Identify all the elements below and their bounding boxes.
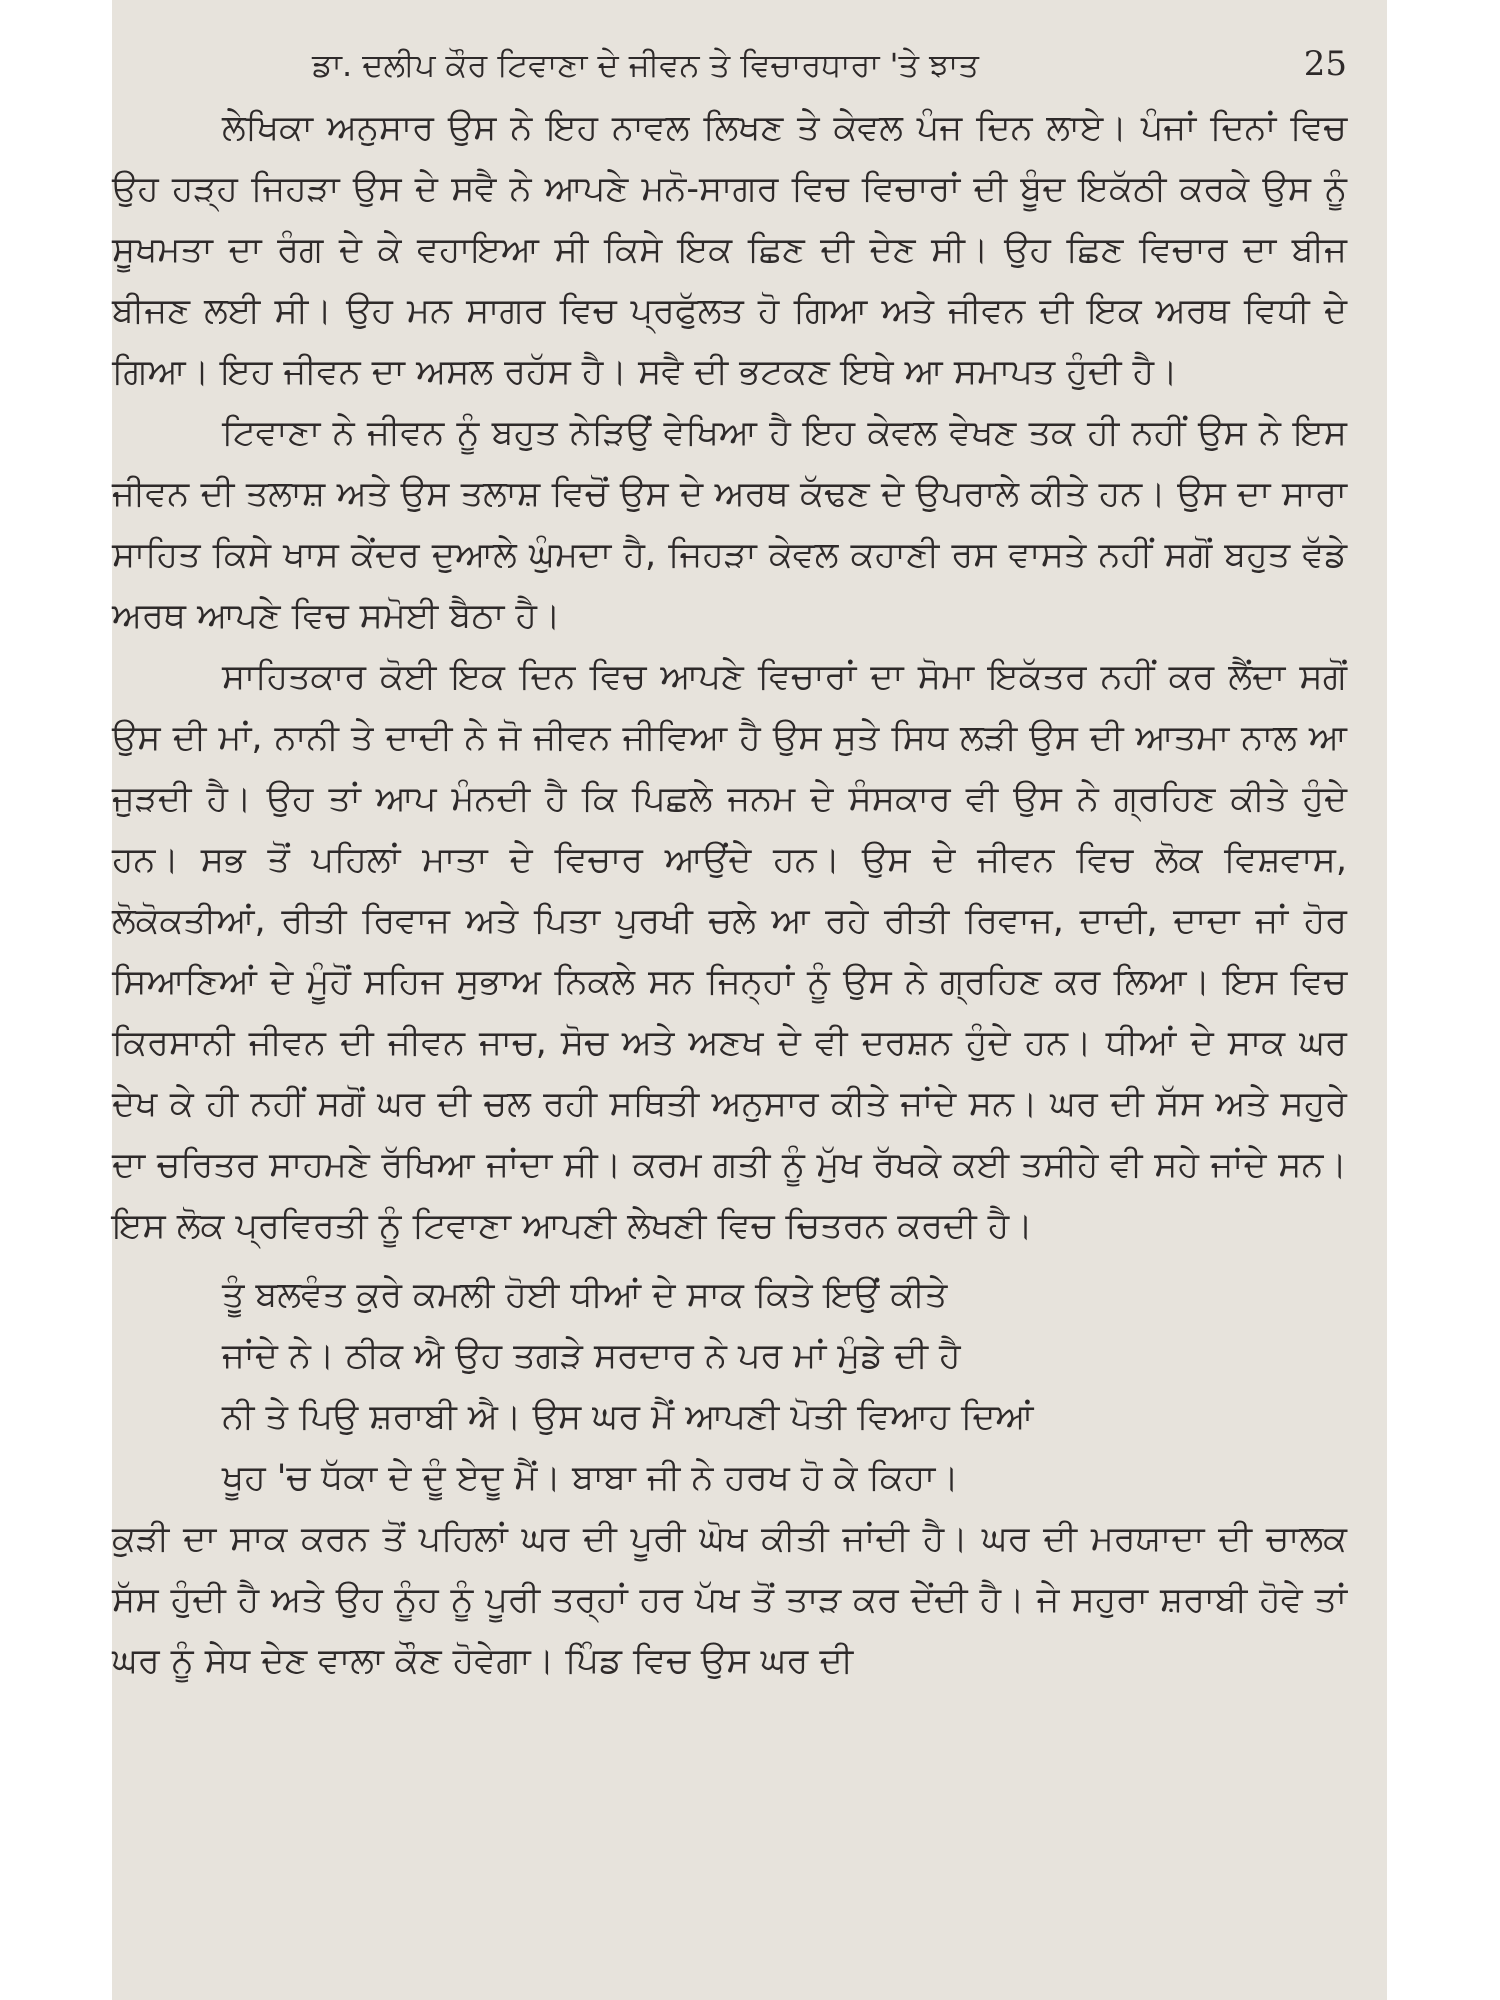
paragraph: ਸਾਹਿਤਕਾਰ ਕੋਈ ਇਕ ਦਿਨ ਵਿਚ ਆਪਣੇ ਵਿਚਾਰਾਂ ਦਾ ਸੋਮਾ ਇਕੱਤਰ ਨਹੀਂ ਕਰ ਲੈਂਦਾ ਸਗੋਂ ਉਸ ਦੀ ਮਾਂ, ਨਾਨੀ ਤੇ ਦਾਦੀ ਨੇ ਜੋ ਜੀਵਨ ਜੀਵਿਆ ਹੈ ਉਸ ਸੁਤੇ ਸਿਧ ਲੜੀ ਉਸ ਦੀ ਆਤਮਾ ਨਾਲ ਆ ਜੁੜਦੀ ਹੈ। ਉਹ ਤਾਂ ਆਪ ਮੰਨਦੀ ਹੈ ਕਿ ਪਿਛਲੇ ਜਨਮ ਦੇ ਸੰਸਕਾਰ ਵੀ ਉਸ ਨੇ ਗ੍ਰਹਿਣ ਕੀਤੇ ਹੁੰਦੇ ਹਨ। ਸਭ ਤੋਂ ਪਹਿਲਾਂ ਮਾਤਾ ਦੇ ਵਿਚਾਰ ਆਉਂਦੇ ਹਨ। ਉਸ ਦੇ ਜੀਵਨ ਵਿਚ ਲੋਕ ਵਿਸ਼ਵਾਸ, ਲੋਕੋਕਤੀਆਂ, ਰੀਤੀ ਰਿਵਾਜ ਅਤੇ ਪਿਤਾ ਪੁਰਖੀ ਚਲੇ ਆ ਰਹੇ ਰੀਤੀ ਰਿਵਾਜ, ਦਾਦੀ, ਦਾਦਾ ਜਾਂ ਹੋਰ ਸਿਆਣਿਆਂ ਦੇ ਮੂੰਹੋਂ ਸਹਿਜ ਸੁਭਾਅ ਨਿਕਲੇ ਸਨ ਜਿਨ੍ਹਾਂ ਨੂੰ ਉਸ ਨੇ ਗ੍ਰਹਿਣ ਕਰ ਲਿਆ। ਇਸ ਵਿਚ ਕਿਰਸਾਨੀ ਜੀਵਨ ਦੀ ਜੀਵਨ ਜਾਚ, ਸੋਚ ਅਤੇ ਅਣਖ ਦੇ ਵੀ ਦਰਸ਼ਨ ਹੁੰਦੇ ਹਨ। ਧੀਆਂ ਦੇ ਸਾਕ ਘਰ ਦੇਖ ਕੇ ਹੀ ਨਹੀਂ ਸਗੋਂ ਘਰ ਦੀ ਚਲ ਰਹੀ ਸਥਿਤੀ ਅਨੁਸਾਰ ਕੀਤੇ ਜਾਂਦੇ ਸਨ। ਘਰ ਦੀ ਸੱਸ ਅਤੇ ਸਹੁਰੇ ਦਾ ਚਰਿਤਰ ਸਾਹਮਣੇ ਰੱਖਿਆ ਜਾਂਦਾ ਸੀ। ਕਰਮ ਗਤੀ ਨੂੰ ਮੁੱਖ ਰੱਖਕੇ ਕਈ ਤਸੀਹੇ ਵੀ ਸਹੇ ਜਾਂਦੇ ਸਨ। ਇਸ ਲੋਕ ਪ੍ਰਵਿਰਤੀ ਨੂੰ ਟਿਵਾਣਾ ਆਪਣੀ ਲੇਖਣੀ ਵਿਚ ਚਿਤਰਨ ਕਰਦੀ ਹੈ। <box>112 657 1347 1246</box>
running-header <box>112 38 1347 98</box>
paragraph: ਟਿਵਾਣਾ ਨੇ ਜੀਵਨ ਨੂੰ ਬਹੁਤ ਨੇੜਿਉਂ ਵੇਖਿਆ ਹੈ ਇਹ ਕੇਵਲ ਵੇਖਣ ਤਕ ਹੀ ਨਹੀਂ ਉਸ ਨੇ ਇਸ ਜੀਵਨ ਦੀ ਤਲਾਸ਼ ਅਤੇ ਉਸ ਤਲਾਸ਼ ਵਿਚੋਂ ਉਸ ਦੇ ਅਰਥ ਕੱਢਣ ਦੇ ਉਪਰਾਲੇ ਕੀਤੇ ਹਨ। ਉਸ ਦਾ ਸਾਰਾ ਸਾਹਿਤ ਕਿਸੇ ਖਾਸ ਕੇਂਦਰ ਦੁਆਲੇ ਘੁੰਮਦਾ ਹੈ, ਜਿਹੜਾ ਕੇਵਲ ਕਹਾਣੀ ਰਸ ਵਾਸਤੇ ਨਹੀਂ ਸਗੋਂ ਬਹੁਤ ਵੱਡੇ ਅਰਥ ਆਪਣੇ ਵਿਚ ਸਮੋਈ ਬੈਠਾ ਹੈ। <box>112 413 1347 636</box>
quote-line: ਤੂੰ ਬਲਵੰਤ ਕੁਰੇ ਕਮਲੀ ਹੋਈ ਧੀਆਂ ਦੇ ਸਾਕ ਕਿਤੇ ਇਉਂ ਕੀਤੇ <box>222 1275 948 1315</box>
running-header-title: ਡਾ. ਦਲੀਪ ਕੌਰ ਟਿਵਾਣਾ ਦੇ ਜੀਵਨ ਤੇ ਵਿਚਾਰਧਾਰਾ 'ਤੇ ਝਾਤ <box>312 46 979 84</box>
body-text <box>112 98 1347 1692</box>
book-page <box>112 0 1387 2000</box>
quote-line: ਖੂਹ 'ਚ ਧੱਕਾ ਦੇ ਦੂੰ ਏਦੂ ਮੈਂ। ਬਾਬਾ ਜੀ ਨੇ ਹਰਖ ਹੋ ਕੇ ਕਿਹਾ। <box>222 1458 959 1498</box>
block-quote <box>222 1265 1347 1509</box>
quote-line: ਨੀ ਤੇ ਪਿਉ ਸ਼ਰਾਬੀ ਐ। ਉਸ ਘਰ ਮੈਂ ਆਪਣੀ ਪੋਤੀ ਵਿਆਹ ਦਿਆਂ <box>222 1397 1034 1437</box>
paragraph: ਲੇਖਿਕਾ ਅਨੁਸਾਰ ਉਸ ਨੇ ਇਹ ਨਾਵਲ ਲਿਖਣ ਤੇ ਕੇਵਲ ਪੰਜ ਦਿਨ ਲਾਏ। ਪੰਜਾਂ ਦਿਨਾਂ ਵਿਚ ਉਹ ਹੜ੍ਹ ਜਿਹੜਾ ਉਸ ਦੇ ਸਵੈ ਨੇ ਆਪਣੇ ਮਨੋ-ਸਾਗਰ ਵਿਚ ਵਿਚਾਰਾਂ ਦੀ ਬੂੰਦ ਇਕੱਠੀ ਕਰਕੇ ਉਸ ਨੂੰ ਸੂਖਮਤਾ ਦਾ ਰੰਗ ਦੇ ਕੇ ਵਹਾਇਆ ਸੀ ਕਿਸੇ ਇਕ ਛਿਣ ਦੀ ਦੇਣ ਸੀ। ਉਹ ਛਿਣ ਵਿਚਾਰ ਦਾ ਬੀਜ ਬੀਜਣ ਲਈ ਸੀ। ਉਹ ਮਨ ਸਾਗਰ ਵਿਚ ਪ੍ਰਫੁੱਲਤ ਹੋ ਗਿਆ ਅਤੇ ਜੀਵਨ ਦੀ ਇਕ ਅਰਥ ਵਿਧੀ ਦੇ ਗਿਆ। ਇਹ ਜੀਵਨ ਦਾ ਅਸਲ ਰਹੱਸ ਹੈ। ਸਵੈ ਦੀ ਭਟਕਣ ਇਥੇ ਆ ਸਮਾਪਤ ਹੁੰਦੀ ਹੈ। <box>112 108 1347 392</box>
closing-paragraph: ਕੁੜੀ ਦਾ ਸਾਕ ਕਰਨ ਤੋਂ ਪਹਿਲਾਂ ਘਰ ਦੀ ਪੂਰੀ ਘੋਖ ਕੀਤੀ ਜਾਂਦੀ ਹੈ। ਘਰ ਦੀ ਮਰਯਾਦਾ ਦੀ ਚਾਲਕ ਸੱਸ ਹੁੰਦੀ ਹੈ ਅਤੇ ਉਹ ਨੂੰਹ ਨੂੰ ਪੂਰੀ ਤਰ੍ਹਾਂ ਹਰ ਪੱਖ ਤੋਂ ਤਾੜ ਕਰ ਦੇਂਦੀ ਹੈ। ਜੇ ਸਹੁਰਾ ਸ਼ਰਾਬੀ ਹੋਵੇ ਤਾਂ ਘਰ ਨੂੰ ਸੇਧ ਦੇਣ ਵਾਲਾ ਕੌਣ ਹੋਵੇਗਾ। ਪਿੰਡ ਵਿਚ ਉਸ ਘਰ ਦੀ <box>112 1519 1347 1681</box>
quote-line: ਜਾਂਦੇ ਨੇ। ਠੀਕ ਐ ਉਹ ਤਗੜੇ ਸਰਦਾਰ ਨੇ ਪਰ ਮਾਂ ਮੁੰਡੇ ਦੀ ਹੈ <box>222 1336 961 1376</box>
page-number: 25 <box>1303 44 1347 84</box>
